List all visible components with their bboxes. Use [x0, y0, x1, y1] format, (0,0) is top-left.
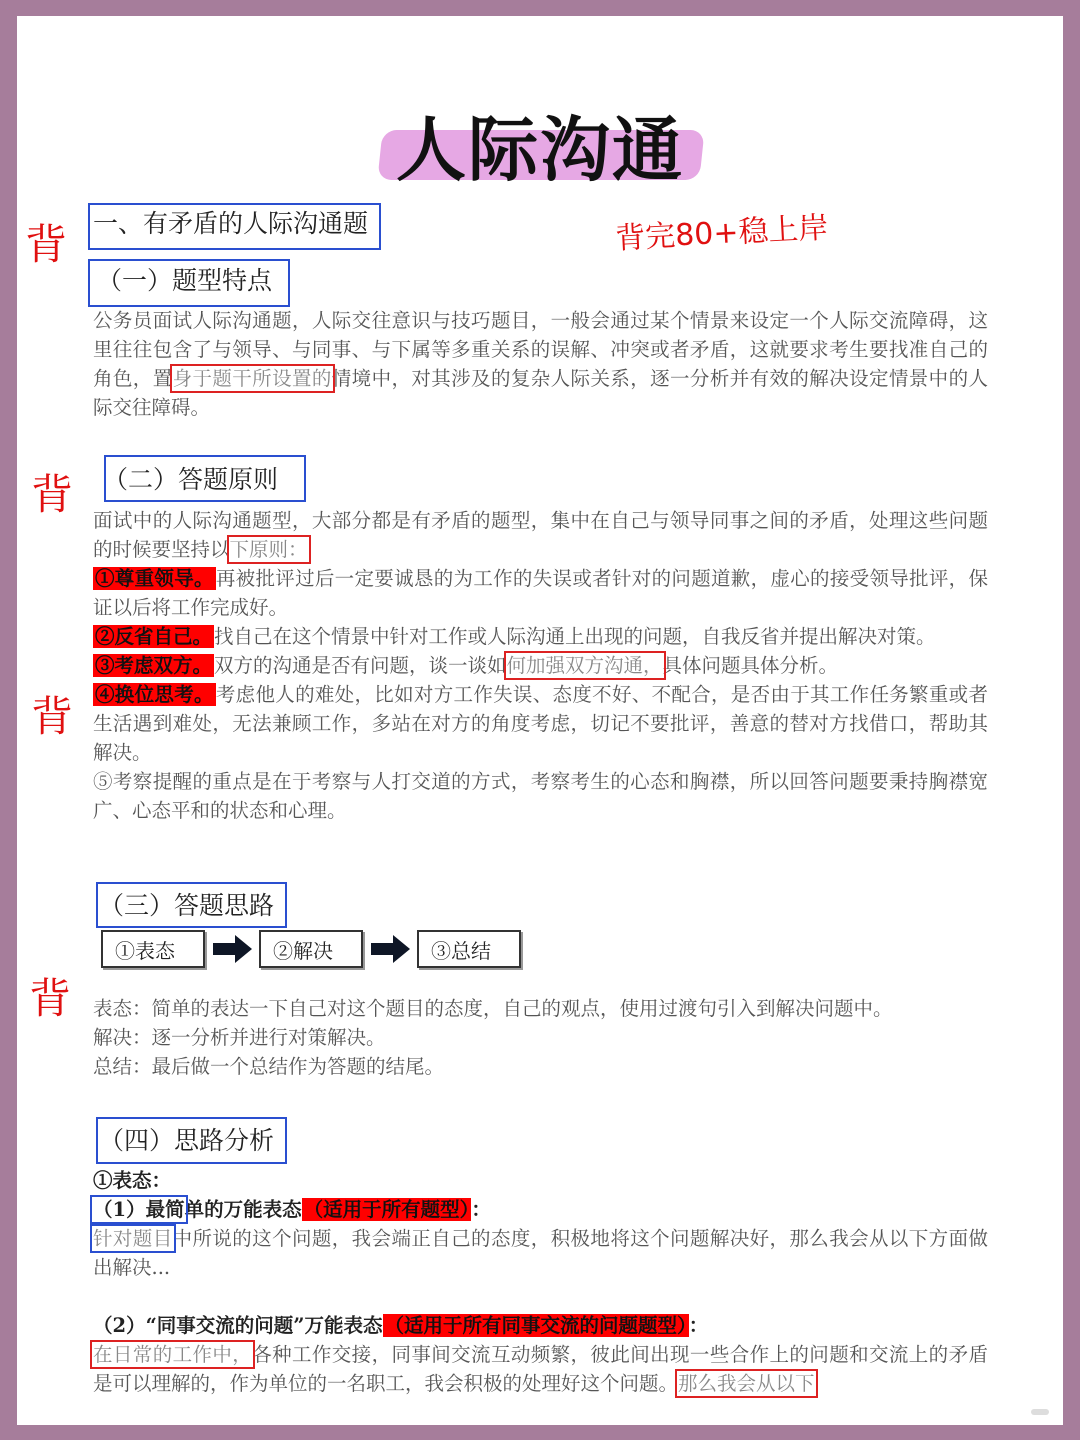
flow-line-1: 表态：简单的表达一下自己对这个题目的态度，自己的观点，使用过渡句引入到解决问题中。: [93, 997, 893, 1020]
principle-3-marked: 何加强双方沟通，: [506, 654, 663, 677]
flow-line-2: 解决：逐一分析并进行对策解决。: [93, 1026, 386, 1049]
arrow-right-icon: [209, 928, 255, 970]
sub1-text-marked: 身于题干所设置的: [172, 367, 332, 390]
section1-heading: 一、有矛盾的人际沟通题: [93, 209, 369, 238]
principle-4-label: ④换位思考。: [95, 683, 214, 706]
item2-para-marked: 在日常的工作中，: [93, 1343, 253, 1366]
document-page: [17, 16, 1063, 1425]
principle-1-text: 再被批评过后一定要诚恳的为工作的失误或者针对的问题道歉，虚心的接受领导批评，保证以后将工作完成好。: [93, 567, 988, 619]
principle-5-text: ⑤考察提醒的重点是在于考察与人打交道的方式，考察考生的心态和胸襟，所以回答问题要秉持胸襟宽广、心态平和的状态和心理。: [93, 770, 988, 822]
page-indicator: [1031, 1409, 1049, 1415]
sub1-paragraph: [93, 306, 988, 422]
handwritten-note: 背完80+稳上岸: [614, 210, 830, 257]
item1-marked: （1）最简: [93, 1198, 185, 1221]
handwritten-bei-1: 背: [25, 220, 68, 269]
sub2-paragraphs: [93, 506, 988, 825]
item1-paragraph: 中所说的这个问题，我会端正自己的态度，积极地将这个问题解决好，那么我会从以下方面做出解决...: [93, 1227, 988, 1279]
sub4-heading: （四）思路分析: [99, 1126, 275, 1155]
page-title: 人际沟通: [396, 109, 684, 191]
flow-step-3: ③总结: [417, 930, 521, 968]
item2-title: （2）“同事交流的问题”万能表态: [93, 1314, 383, 1337]
handwritten-bei-2: 背: [31, 470, 74, 519]
sub2-intro: 面试中的人际沟通题型，大部分都是有矛盾的题型，集中在自己与领导同事之间的矛盾，处理这些问题的时候要坚持以: [93, 509, 988, 561]
principle-3-label: ③考虑双方。: [95, 654, 213, 677]
principle-4-text: 考虑他人的难处，比如对方工作失误、态度不好、不配合，是否由于其工作任务繁重或者生活遇到难处，无法兼顾工作，多站在对方的角度考虑，切记不要批评，善意的替对方找借口，帮助其解决。: [93, 683, 988, 764]
item1-para-marked: 针对题目: [93, 1227, 173, 1250]
principle-1-label: ①尊重领导。: [95, 567, 214, 590]
item2-tag: （适用于所有同事交流的问题题型）: [384, 1314, 687, 1337]
sub2-heading: （二）答题原则: [103, 465, 279, 494]
sub3-heading: （三）答题思路: [99, 891, 275, 920]
handwritten-bei-4: 背: [29, 974, 72, 1023]
flow-step-2: ②解决: [259, 930, 363, 968]
item1-title: 单的万能表态: [184, 1198, 302, 1221]
sub1-text-a: 公务员面试人际沟通题，人际交往意识与技巧题目，一般会通过某个情景来设定一个人际交流障碍，这里往往包含了与领导、与同事、与下属等多重关系的误解、冲突或者矛盾，这就要求考生要找准自己的角色，置: [93, 309, 988, 390]
principle-2-label: ②反省自己。: [95, 625, 213, 648]
sub1-heading: （一）题型特点: [97, 266, 273, 295]
flow-line-3: 总结：最后做一个总结作为答题的结尾。: [93, 1055, 445, 1078]
principle-2-text: 找自己在这个情景中针对工作或人际沟通上出现的问题，自我反省并提出解决对策。: [214, 625, 936, 648]
item1-colon: ：: [471, 1198, 491, 1221]
sub2-intro-marked: 下原则：: [229, 538, 308, 561]
sub3-lines: [93, 994, 988, 1081]
item2-paragraph: 各种工作交接，同事间交流互动频繁，彼此间出现一些合作上的问题和交流上的矛盾是可以理解的，作为单位的一名职工，我会积极的处理好这个问题。: [93, 1343, 988, 1395]
item2-colon: ：: [688, 1314, 709, 1337]
flow-step-1: ①表态: [101, 930, 205, 968]
sub1-text-b: 情境中，对其涉及的复杂人际关系，逐一分析并有效的解决设定情景中的人际交往障碍。: [93, 367, 988, 419]
sub4-content: [93, 1166, 988, 1398]
item1-tag: （适用于所有题型）: [303, 1198, 470, 1221]
principle-3-text-b: 具体问题具体分析。: [662, 654, 839, 677]
biaotai-label: ①表态：: [93, 1169, 172, 1192]
item2-para-marked-end: 那么我会从以下: [678, 1372, 815, 1395]
answer-flow: [101, 928, 521, 970]
principle-3-text-a: 双方的沟通是否有问题，谈一谈如: [214, 654, 507, 677]
handwritten-bei-3: 背: [31, 692, 74, 741]
arrow-right-icon: [367, 928, 413, 970]
